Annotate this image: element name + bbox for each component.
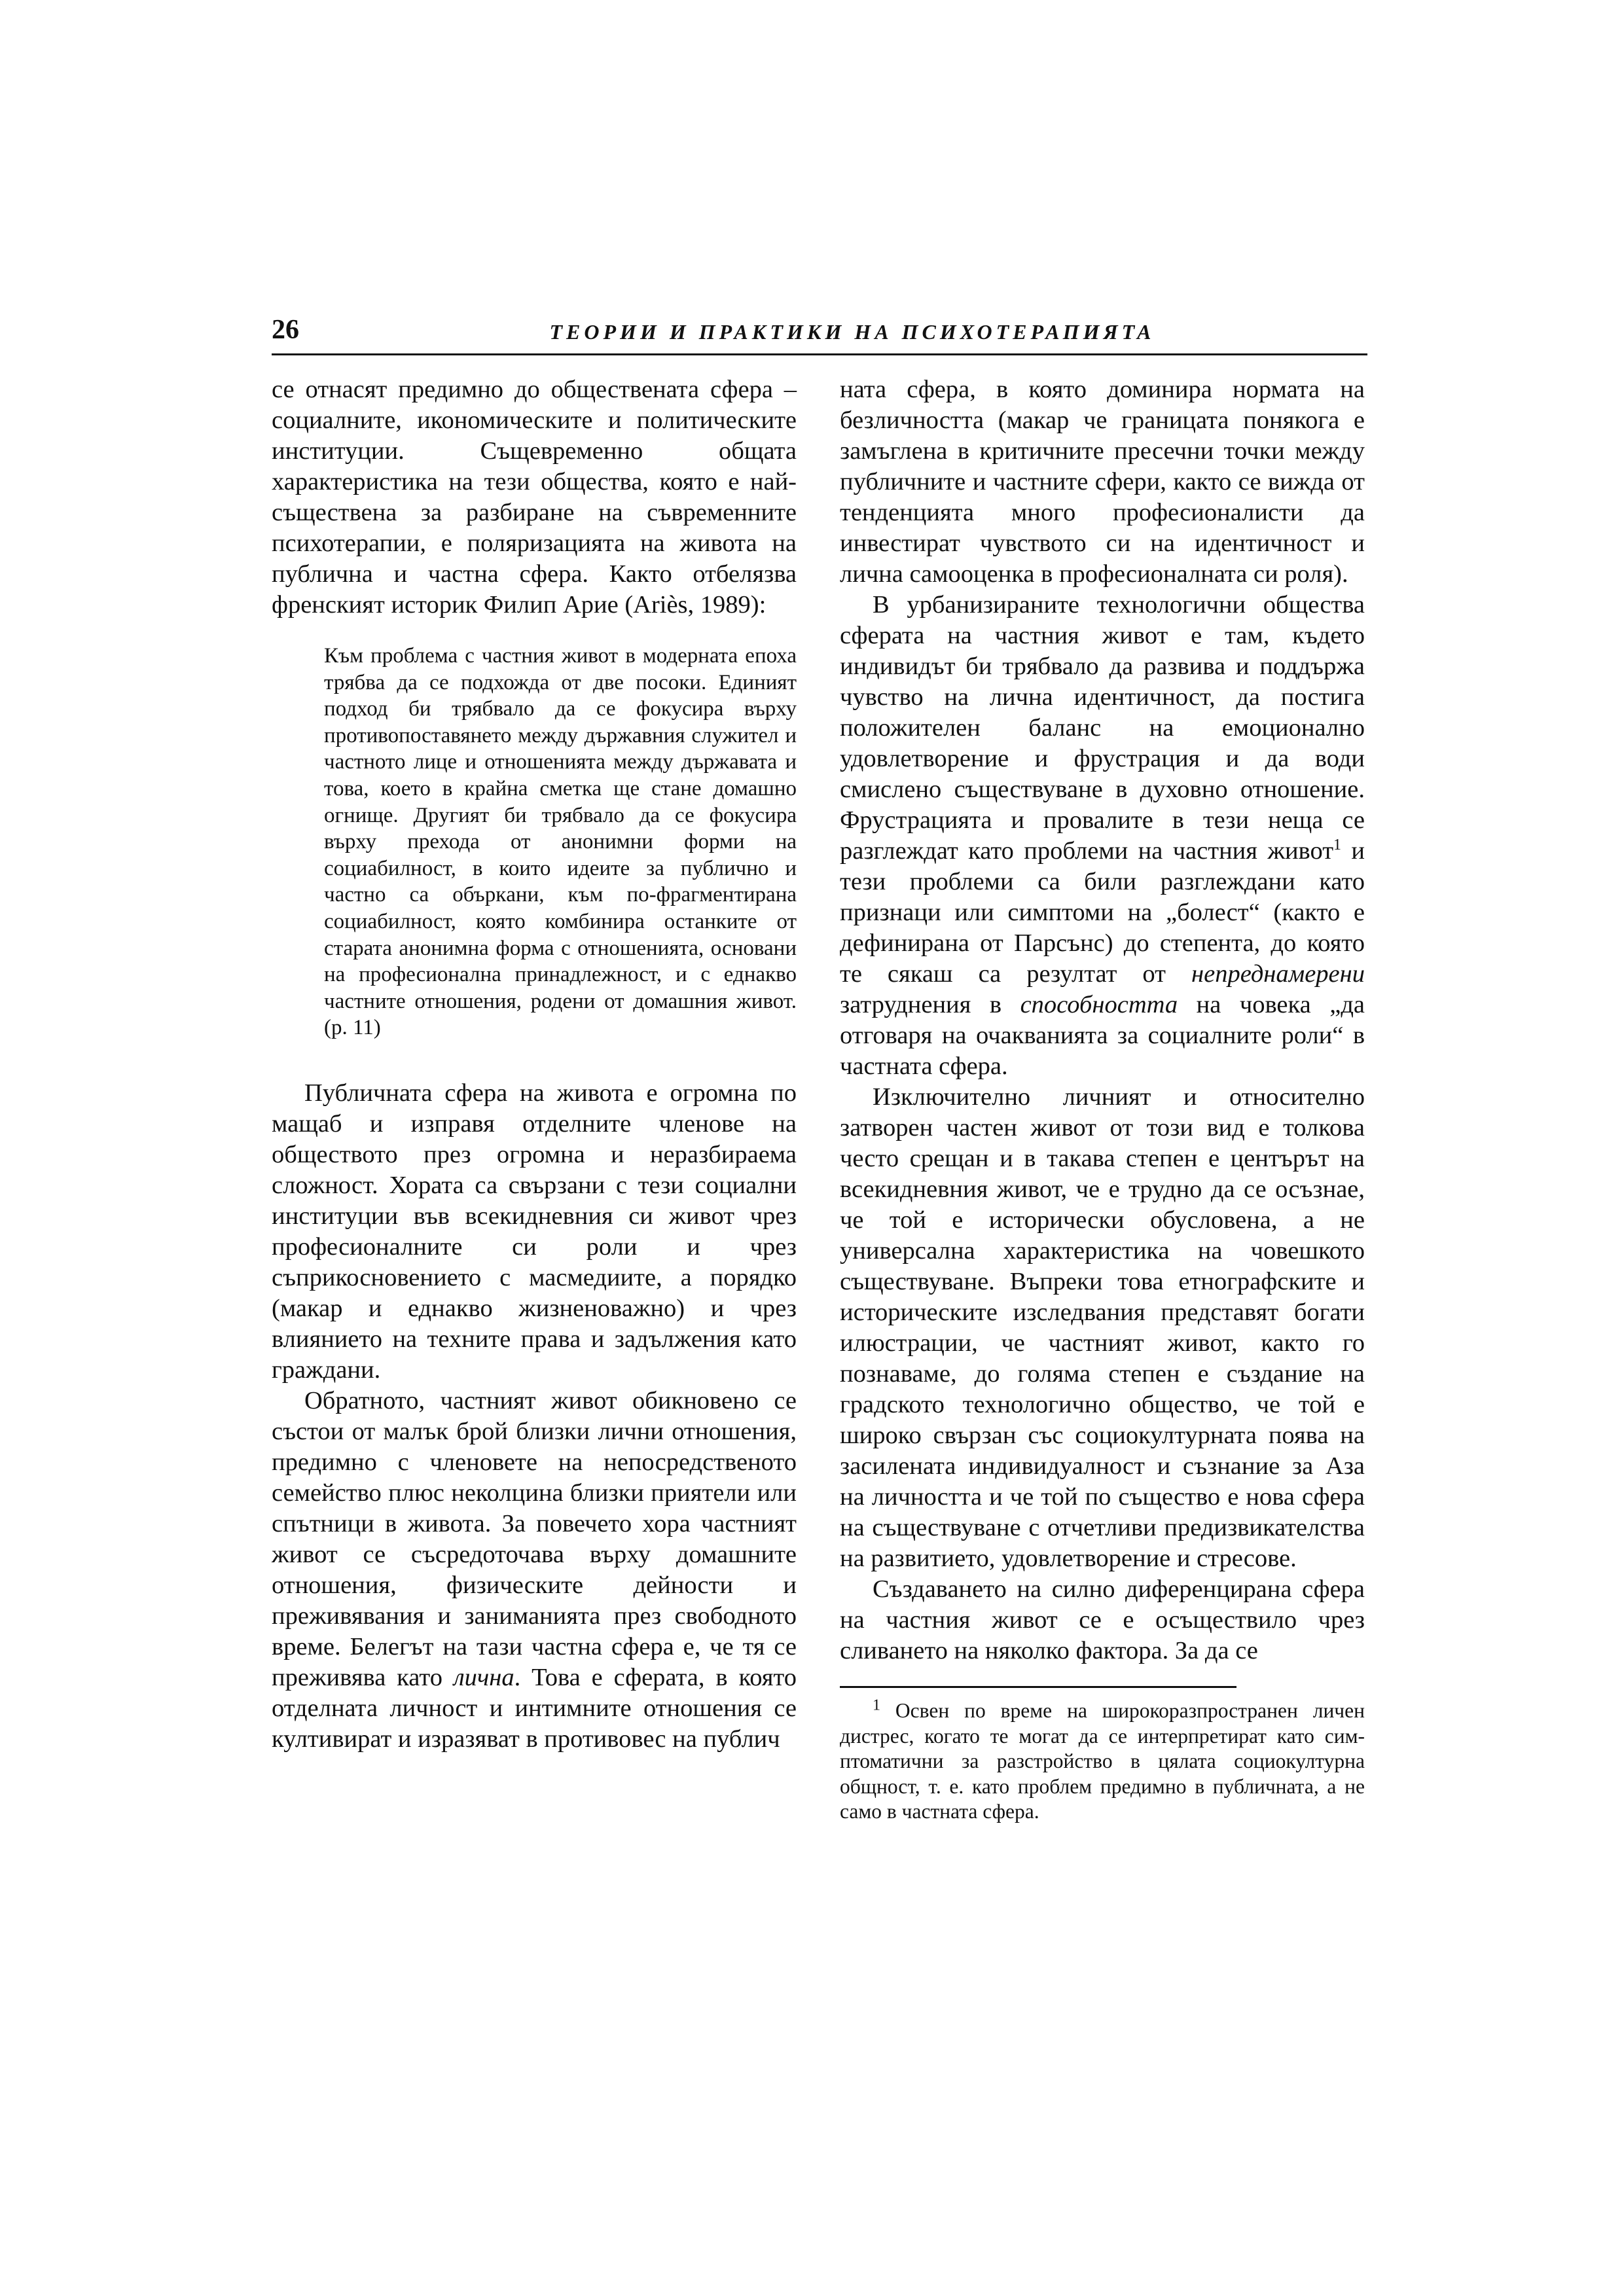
- text-span: Обратното, частният живот обикновено се състои от малък брой близки лични отношения, предимно с членовете на непосредственото семейство плюс неколцина близки приятели или спътници в живота. За повечето хора частният живот се съсредоточава върху домашните отношения, физическите дейности и преживявания и заниманията през свободното време. Белегът на тази частна сфера е, че тя се преживява като: [272, 1386, 797, 1691]
- page-number: 26: [272, 315, 299, 345]
- footnote-divider: [840, 1686, 1236, 1688]
- text-span: В урбанизираните технологични общества сферата на частния живот е там, където индивидът би трябвало да развива и поддържа чувство на лична идентичност, да постига положителен баланс на емоционално удовлетворение и фрустрация и да води смислено съществуване в духовно отношение. Фрустрацията и провалите в тези неща се разглеждат като проблеми на частния живот: [840, 591, 1365, 865]
- text-span: и тези проблеми са били разглеждани като признаци или симптоми на „болест“ (както е дефинирана от Парсънс) до степента, до която те сякаш са резултат от: [840, 837, 1365, 988]
- block-quote: Към проблема с частния живот в модерната епоха трябва да се подхожда от две посоки. Единият подход би трябвало да се фокусира върху противопоставянето между държавния служител и частното лице и отношенията между държавата и това, което в крайна сметка ще стане домашно огнище. Другият би трябвало да се фокусира върху прехода от анонимни форми на социабилност, в които идеите за публично и частно са объркaни, към по-фрагментирана социабилност, която комбинира останките от старата анонимна форма с отношенията, основани на професионална принадлежност, и с еднакво частните отношения, родени от домашния живот. (p. 11): [324, 644, 797, 1040]
- paragraph: се отнасят предимно до обществената сфера – социалните, икономическите и политическите институции. Същевременно общата характеристика на тези общества, която е най-съществена за разбиране на съвременните психотерапии, е поляризацията на живота на публична и частна сфера. Както отбелязва френският историк Филип Арие (Ariès, 1989):: [272, 376, 797, 619]
- footnote-reference: 1: [1333, 836, 1342, 854]
- footnote-marker: 1: [873, 1696, 880, 1714]
- paragraph: [272, 1386, 797, 1755]
- left-column: [272, 374, 797, 1755]
- text-span: на човека „да отговаря на очакванията за социалните роли“ в частната сфера.: [840, 991, 1365, 1080]
- emphasis: способността: [1020, 991, 1178, 1018]
- paragraph: Изключително личният и относително затворен частен живот от този вид е толкова често срещан и в такава степен е центърът на всекидневния живот, че е трудно да се осъзнае, че той е исторически обусловена, а не универсална характеристика на човешкото съществуване. Въпреки това етнографските и историческите изследвания представят богати илюстрации, че частният живот, както го познаваме, до голяма степен е създание на градското технологично общество, че той е широко свързан със социокултурната поява на засилената индивидуалност и съзнание за Аза на личността и че той по същество е нова сфера на съществуване с отчетливи предизвикателства на развитието, удовлетворение и стресове.: [840, 1083, 1365, 1572]
- paragraph: [840, 590, 1365, 1082]
- paragraph: Създаването на силно диференцирана сфера на частния живот се е осъществило чрез сливането на няколко фактора. За да се: [840, 1575, 1365, 1664]
- text-span: . Това е сферата, в която отделната личност и интимните отношения се култивират и изразяват в противовес на публич: [272, 1663, 797, 1753]
- emphasis: лична: [453, 1663, 514, 1691]
- text-span: затруднения в: [840, 991, 1020, 1018]
- emphasis: непреднамерени: [1191, 960, 1365, 988]
- footnote: [840, 1698, 1365, 1825]
- footnote-text: Освен по време на широкоразпространен личен дистрес, когато те могат да се интерпретират като симптоматични за разстройство в цялата социокултурна общност, т. е. като проблем предимно в публичната, а не само в частната сфера.: [840, 1699, 1365, 1823]
- right-column: [840, 374, 1365, 1825]
- page-header: [272, 313, 1367, 355]
- running-title: ТЕОРИИ И ПРАКТИКИ НА ПСИХОТЕРАПИЯТА: [549, 320, 1155, 344]
- paragraph: Публичната сфера на живота е огромна по мащаб и изправя отделните членове на обществото през огромна и неразбираема сложност. Хората са свързани с тези социални институции във всекидневния си живот чрез професионалните си роли и чрез съприкосновението с масмедиите, а порядко (макар и еднакво жизненоважно) и чрез влиянието на техните права и задължения като граждани.: [272, 1079, 797, 1384]
- paragraph: ната сфера, в която доминира нормата на безличността (макар че границата понякога е замъглена в критичните пресечни точки между публичните и частните сфери, както се вижда от тенденцията много професионалисти да инвестират чувството си на идентичност и лична самооценка в професионалната си роля).: [840, 376, 1365, 588]
